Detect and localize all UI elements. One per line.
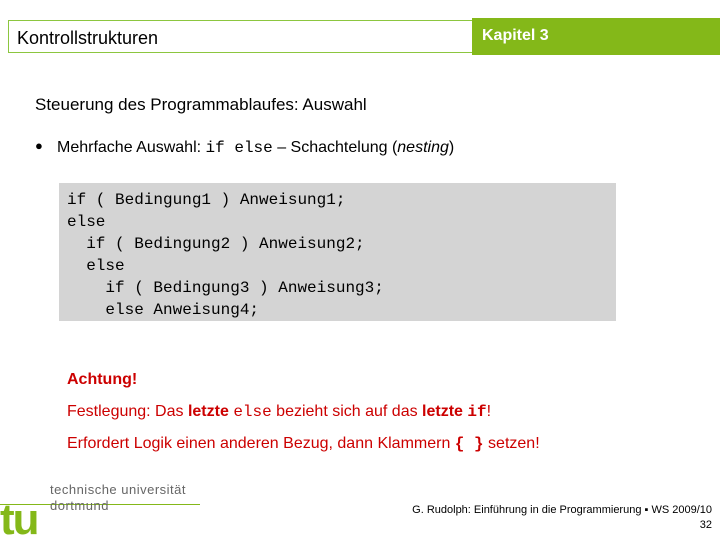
bullet-dash: – bbox=[272, 139, 291, 156]
bullet-prefix: Mehrfache Auswahl: bbox=[57, 139, 206, 156]
logo-text-line2: dortmund bbox=[50, 498, 109, 513]
code-line: if ( Bedingung1 ) Anweisung1; bbox=[67, 191, 346, 209]
rule-bold-1: letzte bbox=[187, 403, 229, 420]
logic-suffix: setzen! bbox=[483, 435, 540, 452]
page-number: 32 bbox=[699, 519, 712, 531]
rule-suffix: ! bbox=[486, 403, 492, 420]
code-block bbox=[59, 183, 616, 321]
university-logo bbox=[0, 470, 200, 544]
code-line: else bbox=[67, 213, 106, 231]
header-title: Kontrollstrukturen bbox=[17, 28, 159, 48]
logic-code: { } bbox=[454, 435, 484, 453]
tu-logo-mark: tu bbox=[0, 495, 38, 544]
rule-note bbox=[67, 403, 491, 421]
bullet-text: Schachtelung ( bbox=[290, 139, 398, 156]
attention-note: Achtung! bbox=[67, 371, 138, 388]
rule-prefix: Festlegung: Das bbox=[67, 403, 188, 420]
footer-citation-block bbox=[412, 503, 712, 533]
bullet-code: if else bbox=[205, 139, 273, 157]
bullet-suffix: ) bbox=[448, 139, 455, 156]
bullet-italic: nesting bbox=[397, 139, 449, 156]
slide-header bbox=[0, 18, 720, 56]
rule-bold-2: letzte bbox=[422, 403, 463, 420]
chapter-label: Kapitel 3 bbox=[482, 27, 549, 44]
code-line: if ( Bedingung3 ) Anweisung3; bbox=[67, 279, 384, 297]
header-title-box bbox=[8, 20, 472, 53]
rule-code-1: else bbox=[233, 403, 272, 421]
logic-note bbox=[67, 435, 540, 453]
section-title: Steuerung des Programmablaufes: Auswahl bbox=[35, 95, 367, 114]
code-line: else Anweisung4; bbox=[67, 301, 260, 319]
footer-citation: G. Rudolph: Einführung in die Programmierung ▪ WS 2009/10 bbox=[412, 504, 712, 516]
bullet-dot-icon: ● bbox=[35, 138, 43, 153]
rule-code-2: if bbox=[467, 403, 487, 421]
logo-text-line1: technische universität bbox=[50, 482, 187, 497]
chapter-banner bbox=[472, 18, 720, 55]
bullet-item bbox=[35, 138, 454, 157]
code-line: if ( Bedingung2 ) Anweisung2; bbox=[67, 235, 365, 253]
code-line: else bbox=[67, 257, 125, 275]
logic-prefix: Erfordert Logik einen anderen Bezug, dann Klammern bbox=[67, 435, 455, 452]
rule-mid: bezieht sich auf das bbox=[271, 403, 423, 420]
